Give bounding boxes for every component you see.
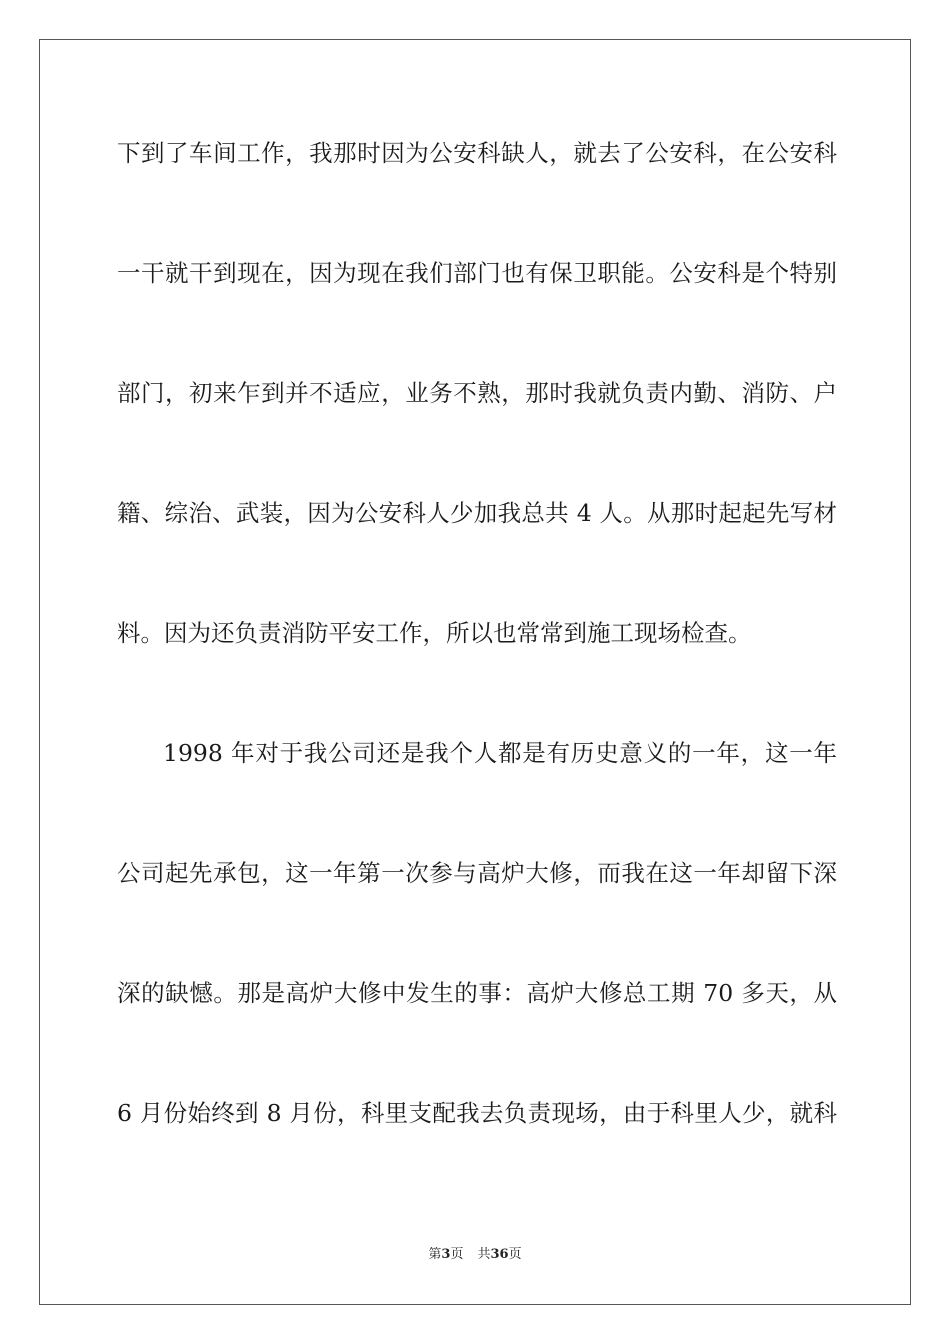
footer-total-prefix: 共	[477, 1247, 491, 1262]
text-line: 6 月份始终到 8 月份，科里支配我去负责现场，由于科里人少，就科	[117, 1099, 837, 1127]
footer-total-suffix: 页	[508, 1247, 522, 1262]
text-line: 料。因为还负责消防平安工作，所以也常常到施工现场检查。	[117, 619, 752, 647]
footer-total-pages: 36	[490, 1247, 509, 1262]
text-line: 公司起先承包，这一年第一次参与高炉大修，而我在这一年却留下深	[117, 859, 837, 887]
text-line: 一干就干到现在，因为现在我们部门也有保卫职能。公安科是个特别	[117, 259, 837, 287]
paragraph-first-line: 1998 年对于我公司还是我个人都是有历史意义的一年，这一年	[163, 739, 837, 767]
text-line: 部门，初来乍到并不适应，业务不熟，那时我就负责内勤、消防、户	[117, 379, 837, 407]
text-line: 深的缺憾。那是高炉大修中发生的事：高炉大修总工期 70 多天，从	[117, 979, 837, 1007]
text-line: 籍、综治、武装，因为公安科人少加我总共 4 人。从那时起起先写材	[117, 499, 837, 527]
text-line: 下到了车间工作，我那时因为公安科缺人，就去了公安科，在公安科	[117, 139, 837, 167]
footer-page-number: 3	[441, 1247, 451, 1262]
footer-page-prefix: 第	[428, 1247, 442, 1262]
page-footer	[0, 1246, 950, 1264]
footer-page-suffix: 页	[450, 1247, 464, 1262]
